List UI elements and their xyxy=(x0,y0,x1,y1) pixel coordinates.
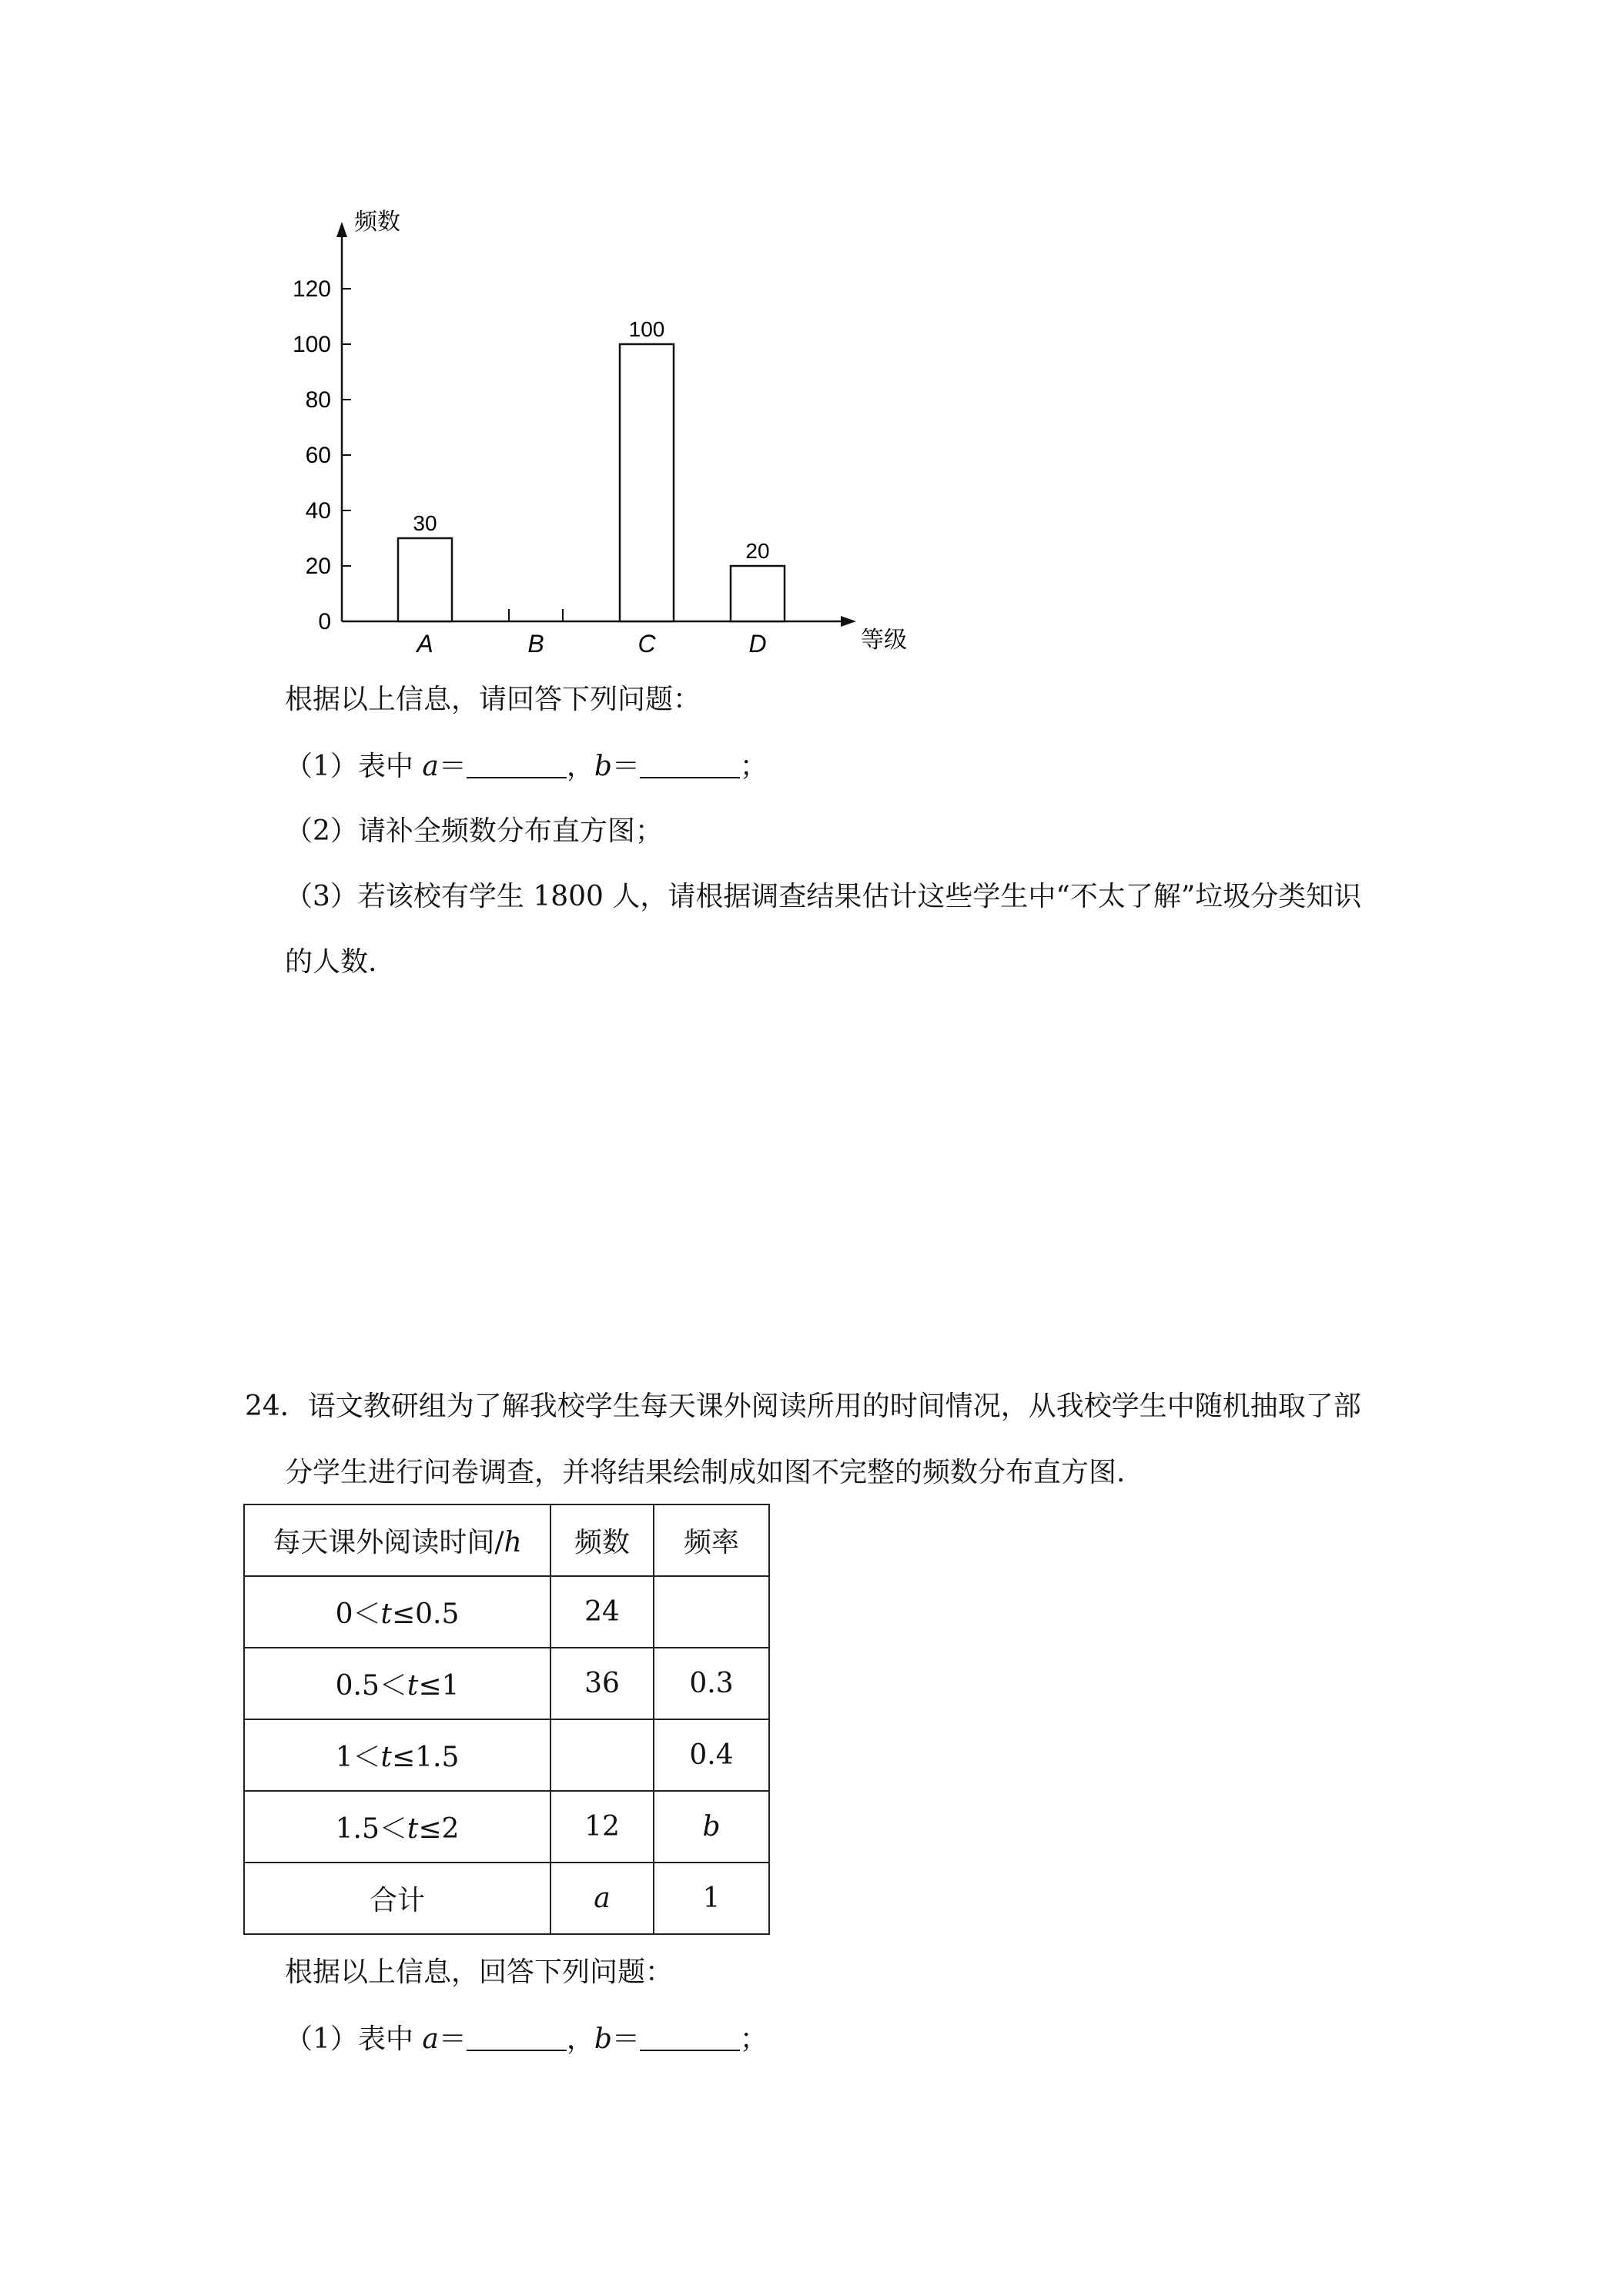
data-label: 30 xyxy=(413,511,437,535)
table-header-rate: 频率 xyxy=(654,1504,769,1576)
q24-stem-line2: 分学生进行问卷调查，并将结果绘制成如图不完整的频数分布直方图. xyxy=(285,1457,1126,1488)
q24-var-a: a xyxy=(422,2023,439,2055)
q23-part3-line1: （3）若该校有学生 1800 人，请根据调查结果估计这些学生中“不太了解”垃圾分类知识 xyxy=(285,881,1362,912)
table-row xyxy=(244,1648,769,1719)
y-tick-label: 80 xyxy=(305,387,331,413)
data-label: 20 xyxy=(745,539,770,563)
table-cell-range: 0.5＜t≤1 xyxy=(244,1648,550,1719)
table-cell-range: 0＜t≤0.5 xyxy=(244,1576,550,1648)
table-row xyxy=(244,1719,769,1791)
q24-blank-b[interactable] xyxy=(640,2022,740,2051)
table-total-row xyxy=(244,1863,769,1934)
q23-part1-prefix: （1）表中 xyxy=(285,751,413,782)
y-tick-label: 0 xyxy=(318,609,331,634)
bar-chart-svg xyxy=(262,200,924,678)
q23-eq2: ＝ xyxy=(611,751,640,782)
y-tick-label: 40 xyxy=(305,498,331,524)
table-row xyxy=(244,1791,769,1863)
table-cell-frequency xyxy=(550,1719,654,1791)
table-header-time: 每天课外阅读时间/h xyxy=(244,1504,550,1576)
q23-end: ； xyxy=(739,751,768,782)
q24-end: ； xyxy=(739,2023,768,2055)
data-label: 100 xyxy=(628,317,665,341)
y-tick-label: 120 xyxy=(292,276,331,302)
x-axis-arrow xyxy=(841,616,856,627)
table-cell-rate: 0.4 xyxy=(654,1719,769,1791)
q23-part2: （2）请补全频数分布直方图； xyxy=(285,815,663,847)
q24-eq2: ＝ xyxy=(611,2023,640,2055)
q23-part3-line2: 的人数. xyxy=(285,946,377,978)
table-row xyxy=(244,1576,769,1648)
q23-eq1: ＝ xyxy=(438,751,467,782)
y-tick-label: 20 xyxy=(305,554,331,579)
q23-part1 xyxy=(285,749,768,784)
q23-comma: ， xyxy=(566,751,594,782)
x-tick-label: A xyxy=(417,630,433,658)
table-cell-frequency: 36 xyxy=(550,1648,654,1719)
y-tick-label: 100 xyxy=(292,332,331,357)
q23-intro: 根据以上信息，请回答下列问题： xyxy=(285,684,701,715)
table-cell-range: 1＜t≤1.5 xyxy=(244,1719,550,1791)
table-total-rate: 1 xyxy=(654,1863,769,1934)
table-cell-rate: 0.3 xyxy=(654,1648,769,1719)
q24-part1-prefix: （1）表中 xyxy=(285,2023,413,2055)
q24-comma: ， xyxy=(566,2023,594,2055)
q23-var-a: a xyxy=(422,751,439,782)
x-tick-label: B xyxy=(527,630,544,658)
q24-part1 xyxy=(285,2022,768,2057)
q24-eq1: ＝ xyxy=(438,2023,467,2055)
table-cell-rate xyxy=(654,1576,769,1648)
table-cell-frequency: 24 xyxy=(550,1576,654,1648)
q24-var-b: b xyxy=(594,2023,612,2055)
bar xyxy=(620,344,674,621)
q24-intro: 根据以上信息，回答下列问题： xyxy=(285,1956,674,1988)
y-axis-arrow xyxy=(336,222,347,237)
q24-stem-line1: 24．语文教研组为了解我校学生每天课外阅读所用的时间情况，从我校学生中随机抽取了部 xyxy=(245,1391,1361,1422)
y-axis-label: 频数 xyxy=(354,209,400,235)
table-total-label: 合计 xyxy=(244,1863,550,1934)
q23-blank-b[interactable] xyxy=(640,749,740,778)
table-total-frequency: a xyxy=(550,1863,654,1934)
x-tick-label: D xyxy=(748,630,767,658)
x-tick-label: C xyxy=(637,630,656,658)
bar xyxy=(731,566,785,621)
y-tick-label: 60 xyxy=(305,443,331,468)
q23-blank-a[interactable] xyxy=(467,749,567,778)
bar xyxy=(398,538,452,621)
q24-blank-a[interactable] xyxy=(467,2022,567,2051)
table-cell-range: 1.5＜t≤2 xyxy=(244,1791,550,1863)
bar-chart xyxy=(262,200,924,678)
table-cell-rate: b xyxy=(654,1791,769,1863)
table-header-frequency: 频数 xyxy=(550,1504,654,1576)
x-axis-label: 等级 xyxy=(861,628,907,653)
table-header-row xyxy=(244,1504,769,1576)
frequency-table xyxy=(243,1504,770,1935)
q23-var-b: b xyxy=(594,751,612,782)
table-cell-frequency: 12 xyxy=(550,1791,654,1863)
